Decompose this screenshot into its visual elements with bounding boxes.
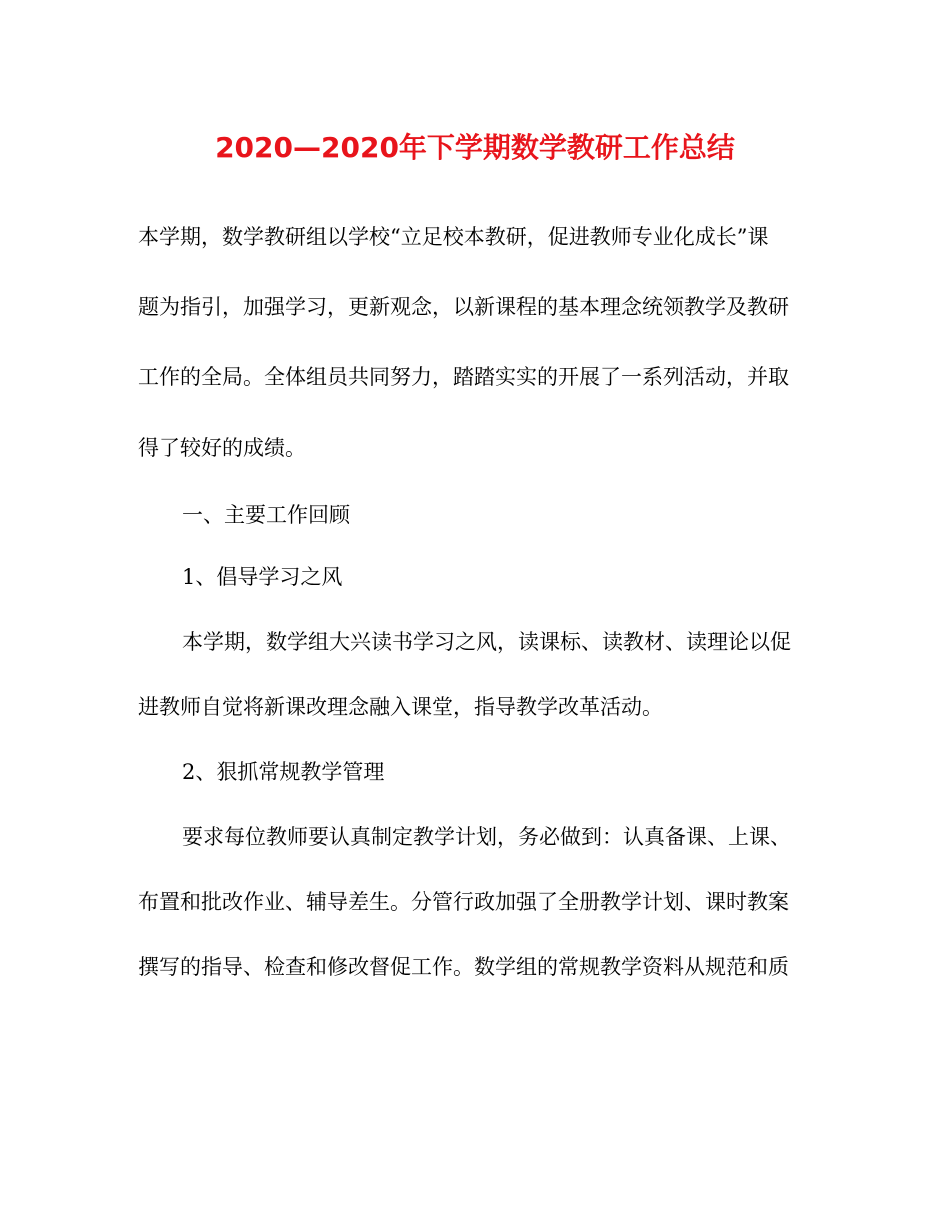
paragraph-line: 本学期，数学组大兴读书学习之风，读课标、读教材、读理论以促 (182, 630, 791, 654)
paragraph-line: 进教师自觉将新课改理念融入课堂，指导教学改革活动。 (138, 695, 663, 719)
document-title: 2020—2020年下学期数学教研工作总结 (215, 131, 735, 164)
paragraph-line: 布置和批改作业、辅导差生。分管行政加强了全册教学计划、课时教案 (138, 890, 789, 914)
paragraph-line: 工作的全局。全体组员共同努力，踏踏实实的开展了一系列活动，并取 (138, 365, 789, 389)
paragraph-line: 本学期，数学教研组以学校“立足校本教研，促进教师专业化成长”课 (138, 225, 769, 249)
subsection-heading: 2、狠抓常规教学管理 (182, 760, 385, 784)
section-heading: 一、主要工作回顾 (182, 503, 350, 527)
paragraph-line: 题为指引，加强学习，更新观念，以新课程的基本理念统领教学及教研 (138, 295, 789, 319)
paragraph-line: 撰写的指导、检查和修改督促工作。数学组的常规教学资料从规范和质 (138, 955, 789, 979)
paragraph-line: 要求每位教师要认真制定教学计划，务必做到：认真备课、上课、 (182, 825, 791, 849)
paragraph-line: 得了较好的成绩。 (138, 436, 306, 460)
subsection-heading: 1、倡导学习之风 (182, 565, 343, 589)
